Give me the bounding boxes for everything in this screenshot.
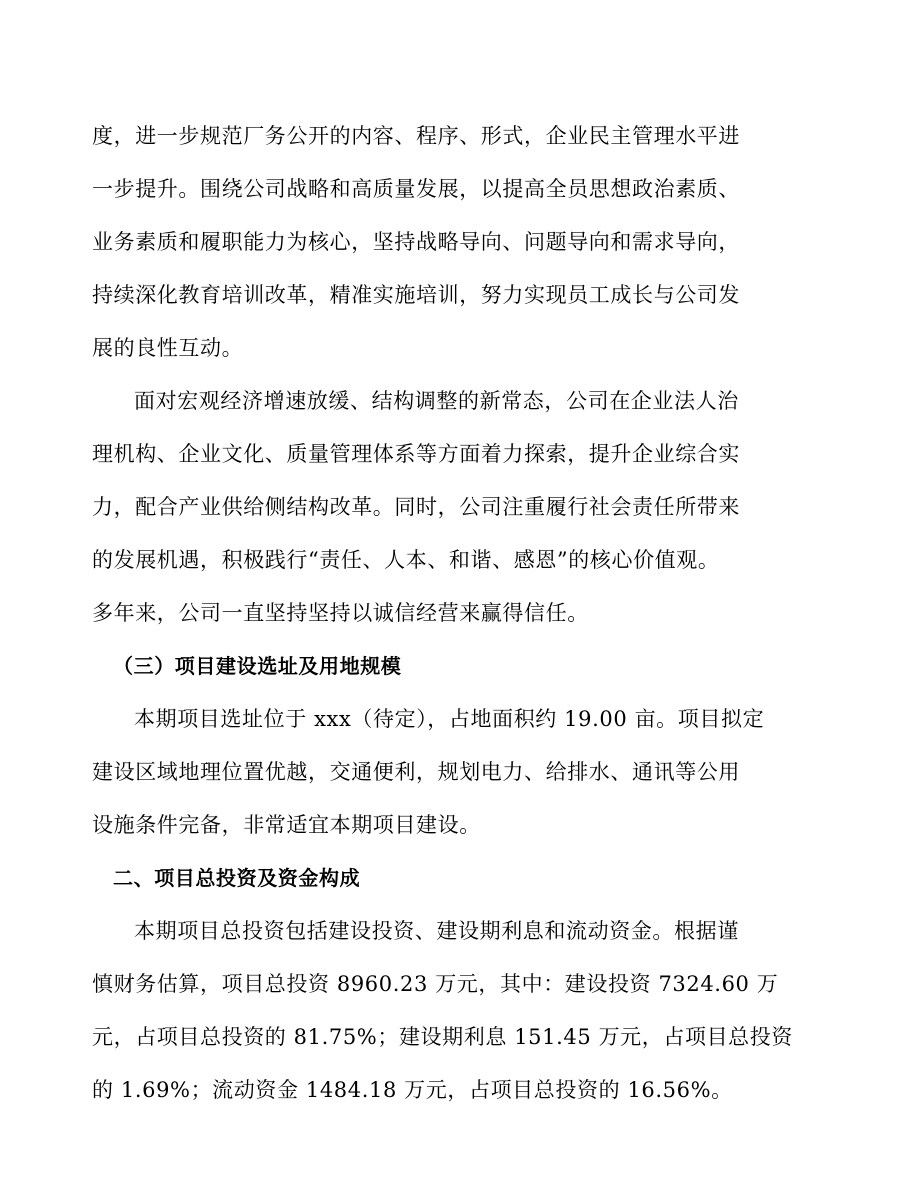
text-line: 面对宏观经济增速放缓、结构调整的新常态，公司在企业法人治 [134,389,739,413]
text-line: 设施条件完备，非常适宜本期项目建设。 [92,813,481,837]
text-line: 元，占项目总投资的 81.75%；建设期利息 151.45 万元，占项目总投资 [92,1025,793,1049]
text-line: 理机构、企业文化、质量管理体系等方面着力探索，提升企业综合实 [92,442,740,466]
text-line: 一步提升。围绕公司战略和高质量发展，以提高全员思想政治素质、 [92,177,740,201]
text-line: 的 1.69%；流动资金 1484.18 万元，占项目总投资的 16.56%。 [92,1078,733,1102]
text-line: 业务素质和履职能力为核心，坚持战略导向、问题导向和需求导向， [92,230,740,254]
section-heading-site-selection: （三）项目建设选址及用地规模 [113,654,402,678]
text-line: 本期项目总投资包括建设投资、建设期利息和流动资金。根据谨 [134,919,739,943]
text-line: 展的良性互动。 [92,336,244,360]
text-line: 度，进一步规范厂务公开的内容、程序、形式，企业民主管理水平进 [92,124,740,148]
text-line: 的发展机遇，积极践行“责任、人本、和谐、感恩”的核心价值观。 [92,548,720,572]
text-line: 本期项目选址位于 xxx（待定），占地面积约 19.00 亩。项目拟定 [134,707,765,731]
text-line: 建设区域地理位置优越，交通便利，规划电力、给排水、通讯等公用 [92,760,740,784]
section-heading-total-investment: 二、项目总投资及资金构成 [113,866,361,890]
text-line: 力，配合产业供给侧结构改革。同时，公司注重履行社会责任所带来 [92,495,740,519]
text-line: 多年来，公司一直坚持坚持以诚信经营来赢得信任。 [92,601,589,625]
text-line: 慎财务估算，项目总投资 8960.23 万元，其中：建设投资 7324.60 万 [92,972,779,996]
text-line: 持续深化教育培训改革，精准实施培训，努力实现员工成长与公司发 [92,283,740,307]
